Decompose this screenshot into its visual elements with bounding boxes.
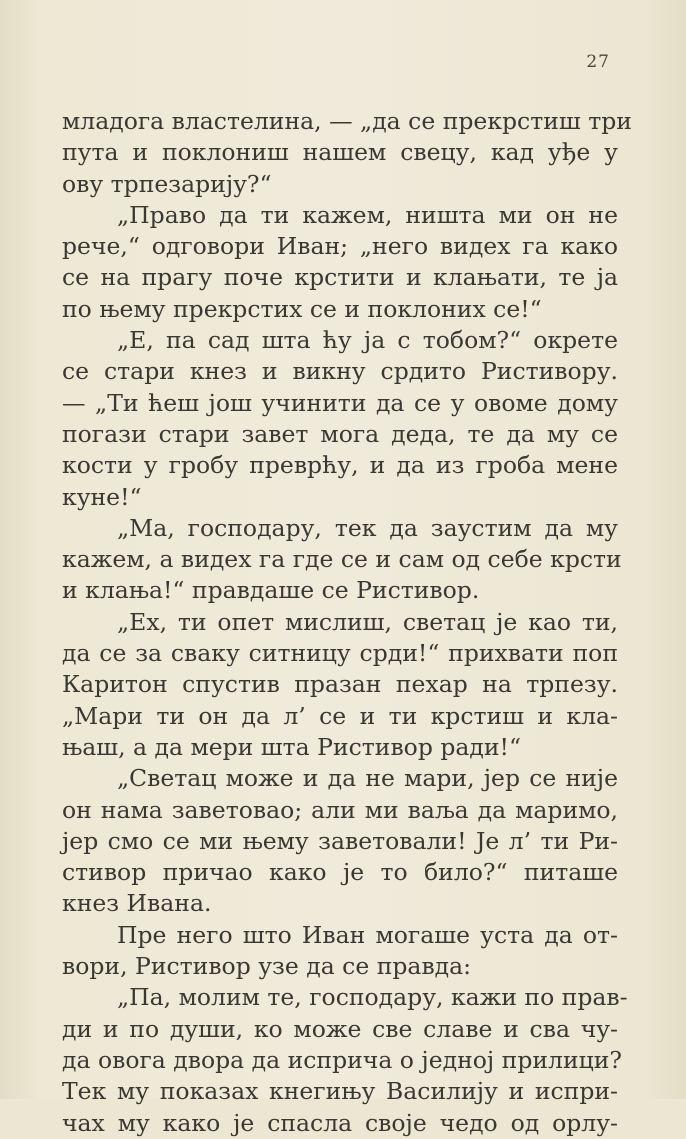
text-line: — „Ти ћеш још учинити да се у овоме дому (62, 388, 618, 417)
text-line: стивор причао како је то било?“ питаше (62, 858, 618, 887)
text-line: рече,“ одговори Иван; „него видех га како (62, 232, 618, 261)
text-line: кажем, а видех га где се и сам од себе крсти (62, 545, 622, 574)
text-line: „Е, па сад шта ћу ја с тобом?“ окрете (117, 326, 618, 355)
text-line: да се за сваку ситницу срди!“ прихвати поп (62, 639, 618, 668)
text-line: ову трпезарију?“ (62, 169, 272, 198)
page-number: 27 (586, 52, 610, 72)
text-line: јер смо се ми њему заветовали! Је л’ ти Ри- (62, 826, 618, 855)
text-line: „Ех, ти опет мислиш, светац је као ти, (117, 607, 618, 636)
text-line: да овога двора да исприча о једној прилици? (62, 1045, 622, 1074)
text-line: младога властелина, — „да се прекрстиш три (62, 107, 632, 135)
text-line: чах му како је спасла своје чедо од орлу- (62, 1108, 618, 1137)
text-line: погази стари завет мога деда, те да му се (62, 419, 618, 448)
text-line: „Па, молим те, господару, кажи по прав- (117, 983, 628, 1012)
text-line: Тек му показах кнегињу Василију и испри- (62, 1077, 618, 1106)
text-line: Каритон спустив празан пехар на трпезу. (62, 670, 618, 699)
text-line: Пре него што Иван могаше уста да от- (117, 920, 618, 949)
text-line: пута и поклониш нашем свецу, кад уђе у (62, 138, 618, 167)
text-line: по њему прекрстих се и поклоних се!“ (62, 294, 542, 323)
text-line: „Ма, господару, тек да заустим да му (117, 513, 618, 542)
text-line: он нама заветовао; али ми ваља да маримо, (62, 795, 618, 824)
text-line: ди и по души, ко може све славе и сва чу- (62, 1014, 618, 1043)
text-line: вори, Ристивор узе да се правда: (62, 952, 472, 981)
text-line: кости у гробу преврћу, и да из гроба мене (62, 451, 618, 480)
body-text (62, 106, 632, 1139)
text-line: „Право да ти кажем, ништа ми он не (117, 200, 618, 229)
text-line: се на прагу поче крстити и клањати, те ја (62, 263, 618, 292)
text-line: њаш, а да мери шта Ристивор ради!“ (62, 732, 521, 761)
text-line: кнез Ивана. (62, 889, 212, 918)
text-line: и клања!“ правдаше се Ристивор. (62, 576, 480, 605)
text-line: куне!“ (62, 482, 142, 511)
text-line: „Светац може и да не мари, јер се није (117, 764, 618, 793)
text-line: „Мари ти он да л’ се и ти крстиш и кла- (62, 701, 618, 730)
text-line: се стари кнез и викну срдито Ристивору. (62, 357, 618, 386)
